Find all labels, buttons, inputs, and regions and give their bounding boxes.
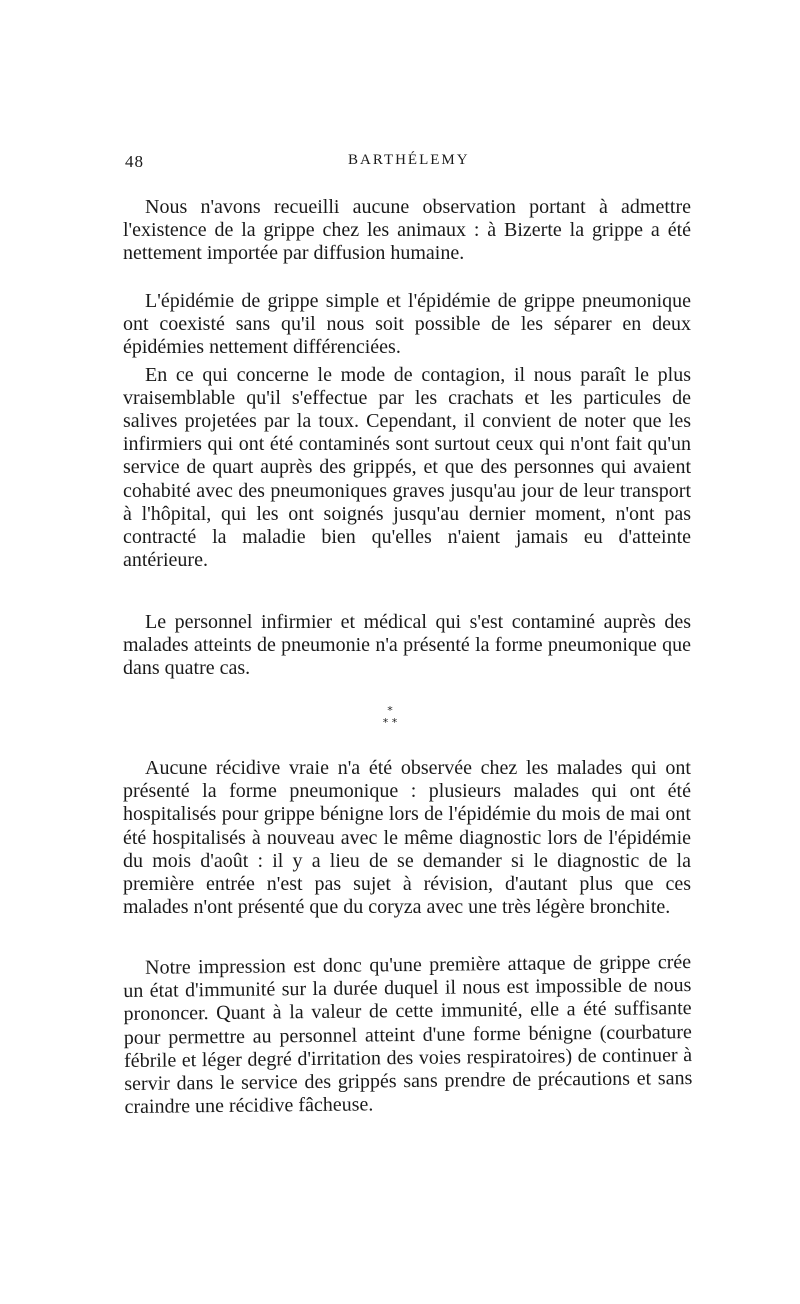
page-number: 48: [125, 152, 144, 171]
asterism-bottom: * *: [382, 716, 398, 729]
paragraph-animals: Nous n'avons recueilli aucune observation portant à admettre l'existence de la grippe chez les animaux : à Bizerte la grippe a été nettement importée par diffusion humaine.: [123, 196, 691, 265]
page-header: [118, 152, 688, 176]
paragraph-contagion: En ce qui concerne le mode de contagion, il nous paraît le plus vraisemblable qu'il s'effectue par les crachats et les particules de salives projetées par la toux. Cependant, il convient de noter que les infirmiers qui ont été contaminés sont surtout ceux qui n'ont fait qu'un service de quart auprès des grippés, et que des personnes qui avaient cohabité avec des pneumoniques graves jusqu'au jour de leur transport à l'hôpital, qui les ont soignés jusqu'au dernier moment, n'ont pas contracté la maladie bien qu'elles n'aient jamais eu d'atteinte antérieure.: [123, 363, 691, 572]
paragraph-immunity: Notre impression est donc qu'une première attaque de grippe crée un état d'immunité sur la durée duquel il nous est impossible de nous prononcer. Quant à la valeur de cette immunité, elle a été suffisante pour permettre au personnel atteint d'une forme bénigne (courbature fébrile et léger degré d'irritation des voies respiratoires) de continuer à servir dans le service des grippés sans prendre de précautions et sans craindre une récidive fâcheuse.: [123, 951, 693, 1119]
section-epidemics: [123, 290, 691, 572]
running-head: BARTHÉLEMY: [348, 152, 470, 168]
paragraph-recurrence: Aucune récidive vraie n'a été observée chez les malades qui ont présenté la forme pneumonique : plusieurs malades qui ont été hospitalisés pour grippe bénigne lors de l'épidémie du mois de mai ont été hospitalisés à nouveau avec le même diagnostic lors de l'épidémie du mois d'août : il y a lieu de se demander si le diagnostic de la première entrée n'est pas sujet à révision, d'autant plus que ces malades n'ont présenté que du coryza avec une très légère bronchite.: [123, 757, 691, 919]
paragraph-coexistence: L'épidémie de grippe simple et l'épidémie de grippe pneumonique ont coexisté sans qu'il nous soit possible de les séparer en deux épidémies nettement différenciées.: [123, 290, 691, 359]
asterism-top: *: [387, 704, 393, 717]
paragraph-staff: Le personnel infirmier et médical qui s'est contaminé auprès des malades atteints de pneumonie n'a présenté la forme pneumonique que dans quatre cas.: [123, 611, 691, 680]
asterism-divider: [370, 705, 410, 735]
